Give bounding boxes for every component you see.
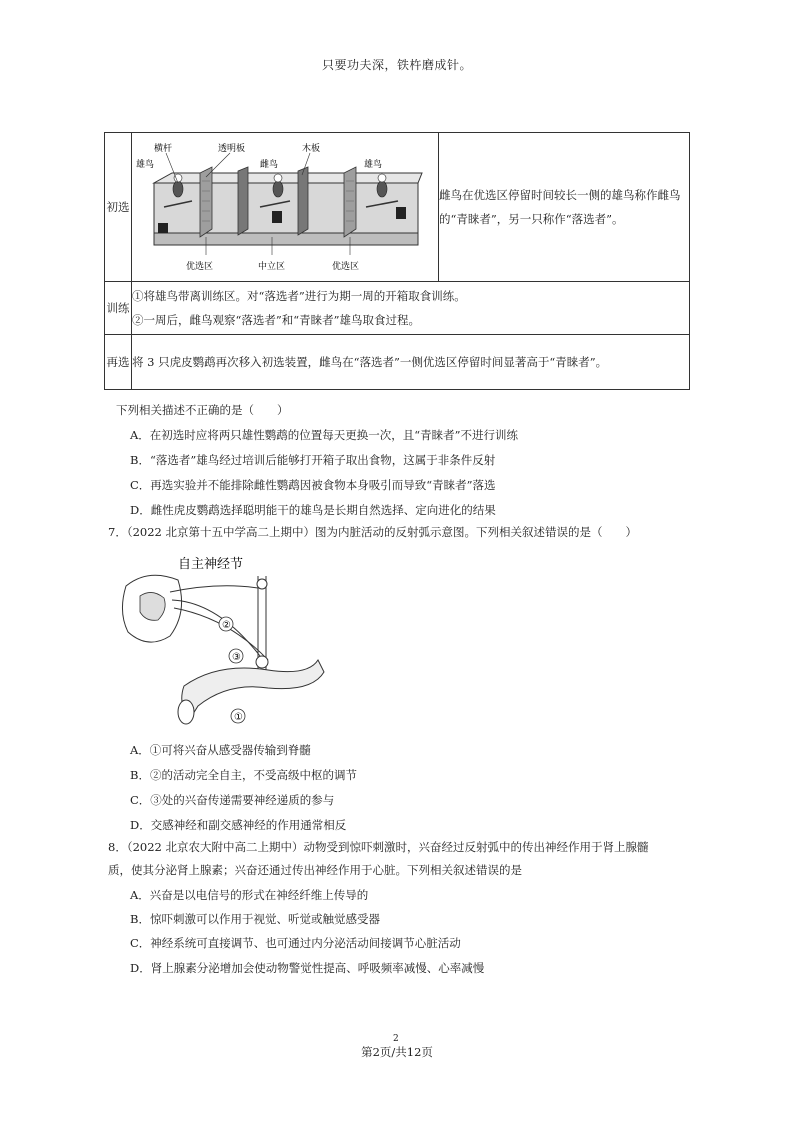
q6-option-d: D．雌性虎皮鹦鹉选择聪明能干的雄鸟是长期自然选择、定向进化的结果 bbox=[130, 503, 496, 517]
label-male-left: 雄鸟 bbox=[136, 160, 155, 170]
q7-option-d: D．交感神经和副交感神经的作用通常相反 bbox=[130, 818, 347, 832]
label-female: 雌鸟 bbox=[260, 160, 279, 170]
label-male-right: 雄鸟 bbox=[364, 160, 383, 170]
label-perch: 横杆 bbox=[154, 144, 173, 154]
q8-option-a: A．兴奋是以电信号的形式在神经纤维上传导的 bbox=[130, 888, 369, 902]
header-motto: 只要功夫深，铁杵磨成针。 bbox=[321, 58, 472, 72]
stage-label: 初选 bbox=[105, 133, 132, 282]
q8-stem-line1: 8．（2022 北京农大附中高二上期中）动物受到惊吓刺激时，兴奋经过反射弧中的传出神经作用于肾上腺髓 bbox=[108, 840, 649, 854]
q6-intro: 下列相关描述不正确的是（ ） bbox=[116, 403, 289, 417]
row1-description: 雌鸟在优选区停留时间较长一侧的雄鸟称作雌鸟的“青睐者”，另一只称作“落选者”。 bbox=[439, 133, 690, 282]
training-step-2: ②一周后，雌鸟观察“落选者”和“青睐者”雄鸟取食过程。 bbox=[132, 313, 421, 327]
q8-option-d: D．肾上腺素分泌增加会使动物警觉性提高、呼吸频率减慢、心率减慢 bbox=[130, 961, 485, 975]
q7-option-a: A．①可将兴奋从感受器传输到脊髓 bbox=[130, 743, 311, 757]
reselect-description: 将 3 只虎皮鹦鹉再次移入初选装置，雌鸟在“落选者”一侧优选区停留时间显著高于“青睐者”。 bbox=[132, 335, 690, 390]
label-zone-left: 优选区 bbox=[186, 262, 214, 272]
q8-option-c: C．神经系统可直接调节、也可通过内分泌活动间接调节心脏活动 bbox=[130, 936, 461, 950]
stage-label: 训练 bbox=[105, 282, 132, 335]
label-ganglion: 自主神经节 bbox=[178, 557, 244, 572]
label-wood-board: 木板 bbox=[302, 144, 321, 154]
q7-option-b: B．②的活动完全自主，不受高级中枢的调节 bbox=[130, 768, 357, 782]
q7-option-c: C．③处的兴奋传递需要神经递质的参与 bbox=[130, 793, 335, 807]
apparatus-figure bbox=[132, 133, 439, 282]
apparatus-diagram bbox=[132, 137, 424, 277]
training-cell bbox=[132, 282, 690, 335]
q6-option-c: C．再选实验并不能排除雌性鹦鹉因被食物本身吸引而导致“青睐者”落选 bbox=[130, 478, 496, 492]
page-number-small: 2 bbox=[393, 1034, 399, 1044]
q8-stem-line2: 质，使其分泌肾上腺素；兴奋还通过传出神经作用于心脏。下列相关叙述错误的是 bbox=[108, 863, 522, 877]
table-row bbox=[105, 335, 690, 390]
q6-option-a: A．在初选时应将两只雄性鹦鹉的位置每天更换一次，且“青睐者”不进行训练 bbox=[130, 428, 519, 442]
label-transparent-board: 透明板 bbox=[218, 144, 246, 154]
label-n3: ③ bbox=[232, 652, 241, 663]
table-row bbox=[105, 133, 690, 282]
reflex-arc-diagram bbox=[118, 552, 338, 732]
page-footer: 第2页/共12页 bbox=[361, 1045, 433, 1059]
label-n2: ② bbox=[222, 620, 231, 631]
label-zone-mid: 中立区 bbox=[258, 262, 286, 272]
reflex-arc-figure bbox=[118, 552, 338, 735]
label-n1: ① bbox=[234, 712, 243, 723]
table-row bbox=[105, 282, 690, 335]
experiment-table bbox=[104, 132, 690, 390]
q8-option-b: B．惊吓刺激可以作用于视觉、听觉或触觉感受器 bbox=[130, 912, 380, 926]
stage-label: 再选 bbox=[105, 335, 132, 390]
training-step-1: ①将雄鸟带离训练区。对“落选者”进行为期一周的开箱取食训练。 bbox=[132, 289, 466, 303]
label-zone-right: 优选区 bbox=[332, 262, 360, 272]
q6-option-b: B．“落选者”雄鸟经过培训后能够打开箱子取出食物，这属于非条件反射 bbox=[130, 453, 496, 467]
q7-stem: 7．（2022 北京第十五中学高二上期中）图为内脏活动的反射弧示意图。下列相关叙述错误的是（ ） bbox=[108, 525, 637, 539]
